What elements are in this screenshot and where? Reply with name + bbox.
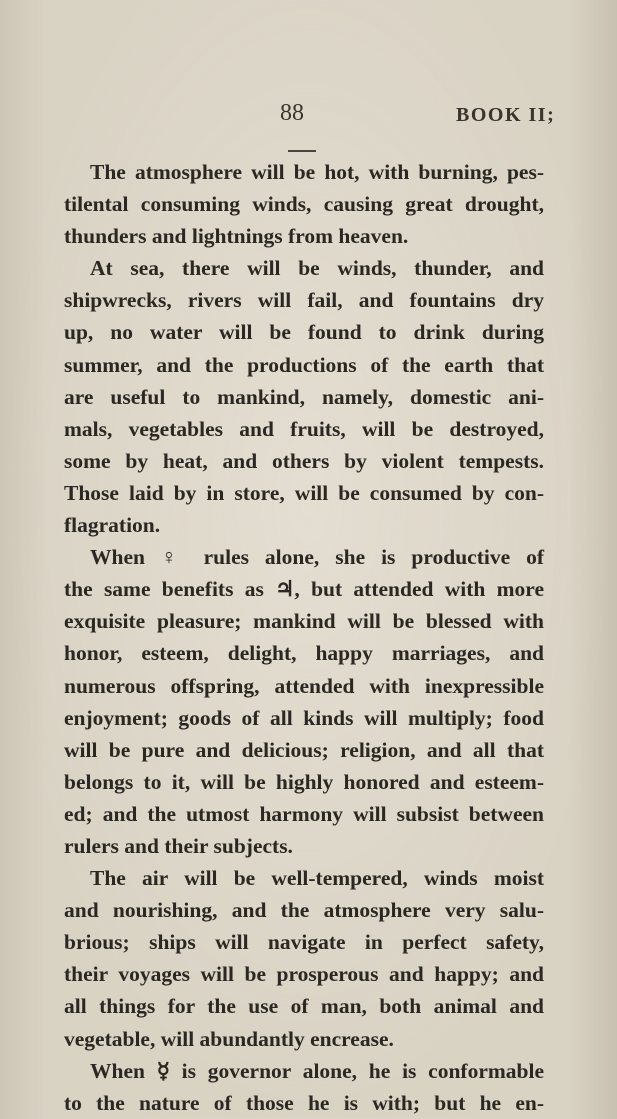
running-head [0, 100, 617, 140]
book-label: BOOK II; [456, 104, 556, 126]
text-line: some by heat, and others by violent tempests. [64, 448, 544, 473]
text-line: At sea, there will be winds, thunder, and [90, 256, 544, 281]
text-line: will be pure and delicious; religion, and all that [64, 737, 544, 762]
paragraph [64, 1055, 544, 1119]
body-text [64, 156, 544, 1119]
text-line: vegetable, will abundantly encrease. [64, 1026, 394, 1051]
text-line: enjoyment; goods of all kinds will multiply; food [64, 705, 544, 730]
text-line: are useful to mankind, namely, domestic ani- [64, 384, 544, 409]
text-line: shipwrecks, rivers will fail, and fountains dry [64, 288, 544, 313]
text-line: Those laid by in store, will be consumed by con- [64, 480, 544, 505]
header-rule [288, 150, 316, 152]
paragraph [64, 541, 544, 862]
text-line: the same benefits as ♃, but attended with more [64, 577, 544, 602]
text-line: brious; ships will navigate in perfect safety, [64, 930, 544, 955]
page-number: 88 [280, 100, 304, 126]
text-line: When ☿ is governor alone, he is conformable [90, 1058, 544, 1083]
text-line: tilental consuming winds, causing great drought, [64, 192, 544, 217]
text-line: honor, esteem, delight, happy marriages, and [64, 641, 544, 666]
text-line: ed; and the utmost harmony will subsist between [64, 801, 544, 826]
text-line: their voyages will be prosperous and happy; and [64, 962, 544, 987]
text-line: flagration. [64, 513, 161, 538]
paragraph [64, 156, 544, 252]
text-line: thunders and lightnings from heaven. [64, 224, 409, 249]
text-line: exquisite pleasure; mankind will be blessed with [64, 609, 544, 634]
paragraph [64, 252, 544, 541]
text-line: numerous offspring, attended with inexpressible [64, 673, 544, 698]
text-line: The atmosphere will be hot, with burning, pes- [90, 160, 544, 184]
text-line: rulers and their subjects. [64, 833, 293, 858]
text-line: The air will be well-tempered, winds moist [90, 866, 544, 891]
text-line: to the nature of those he is with; but he en- [64, 1090, 544, 1115]
text-line: belongs to it, will be highly honored and esteem- [64, 769, 544, 794]
text-line: and nourishing, and the atmosphere very salu- [64, 898, 544, 923]
paragraph [64, 862, 544, 1055]
text-line: When ♀ rules alone, she is productive of [90, 545, 544, 570]
text-line: mals, vegetables and fruits, will be destroyed, [64, 416, 544, 441]
text-line: up, no water will be found to drink during [64, 320, 544, 345]
text-line: all things for the use of man, both animal and [64, 994, 544, 1019]
text-line: summer, and the productions of the earth that [64, 352, 544, 377]
